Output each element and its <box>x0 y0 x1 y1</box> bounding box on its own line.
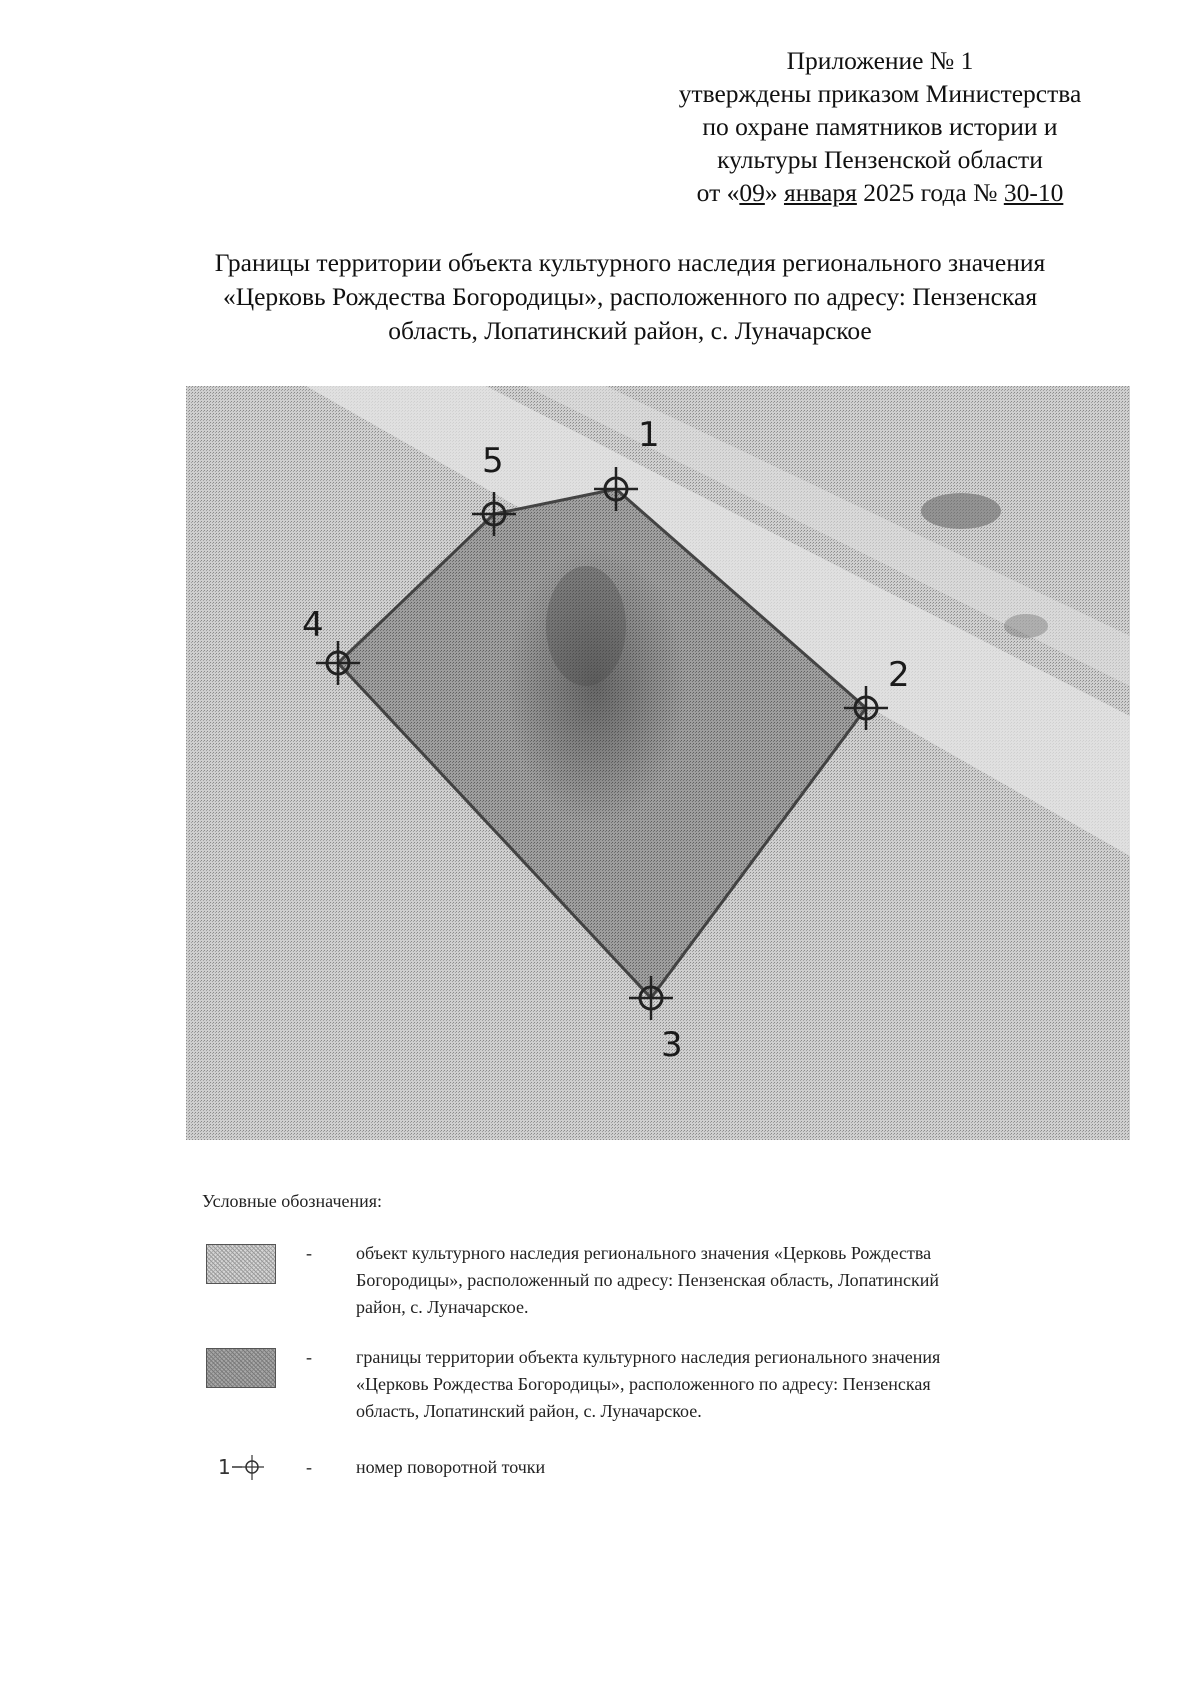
legend-line: «Церковь Рождества Богородицы», расположенного по адресу: Пензенская <box>356 1374 931 1394</box>
boundary-map <box>186 386 1130 1140</box>
order-date-line <box>600 176 1160 209</box>
turning-point-label: 4 <box>302 605 324 645</box>
symbol-label: 1 <box>218 1455 231 1479</box>
turning-point-label: 5 <box>482 441 504 481</box>
approval-line-4: культуры Пензенской области <box>717 145 1043 174</box>
turning-point-label: 2 <box>888 655 910 695</box>
title-line-3: область, Лопатинский район, с. Луначарское <box>388 316 872 345</box>
legend-text-site <box>356 1240 1122 1321</box>
legend-item-territory <box>202 1340 1122 1430</box>
legend-title: Условные обозначения: <box>202 1191 383 1211</box>
legend-line: объект культурного наследия регионального значения «Церковь Рождества <box>356 1243 932 1263</box>
date-prefix: от « <box>696 178 740 207</box>
territory-swatch <box>206 1348 276 1388</box>
document-title <box>130 246 1130 348</box>
site-swatch <box>206 1244 276 1284</box>
legend-line: границы территории объекта культурного наследия регионального значения <box>356 1347 941 1367</box>
legend-dash: - <box>306 1457 312 1477</box>
map-svg <box>186 386 1130 1140</box>
legend-item-site <box>202 1232 1122 1322</box>
legend-item-turning-point <box>202 1450 1122 1490</box>
order-year: 2025 года № <box>856 178 1004 207</box>
approval-line-2: утверждены приказом Министерства <box>678 79 1082 108</box>
turning-point-icon <box>216 1452 276 1482</box>
legend-text-point <box>356 1454 1122 1481</box>
legend-line: Богородицы», расположенный по адресу: Пензенская область, Лопатинский <box>356 1270 939 1290</box>
order-month: января <box>783 178 857 207</box>
legend-dash: - <box>306 1347 312 1367</box>
tree-patch-2 <box>1004 614 1048 638</box>
turning-point-label: 1 <box>638 415 660 455</box>
legend-dash: - <box>306 1243 312 1263</box>
legend-line: область, Лопатинский район, с. Луначарское. <box>356 1401 702 1421</box>
order-number: 30-10 <box>1003 178 1064 207</box>
order-day: 09 <box>739 178 765 207</box>
title-line-2: «Церковь Рождества Богородицы», расположенного по адресу: Пензенская <box>222 282 1038 311</box>
legend-line: номер поворотной точки <box>356 1457 546 1477</box>
legend-text-territory <box>356 1344 1122 1425</box>
legend-line: район, с. Луначарское. <box>356 1297 529 1317</box>
tree-patch <box>921 493 1001 529</box>
approval-header <box>600 44 1160 209</box>
turning-point-label: 3 <box>661 1025 683 1065</box>
date-mid: » <box>764 178 784 207</box>
approval-line-3: по охране памятников истории и <box>702 112 1058 141</box>
title-line-1: Границы территории объекта культурного наследия регионального значения <box>214 248 1046 277</box>
church-object-core <box>546 566 626 686</box>
appendix-label: Приложение № 1 <box>786 46 974 75</box>
